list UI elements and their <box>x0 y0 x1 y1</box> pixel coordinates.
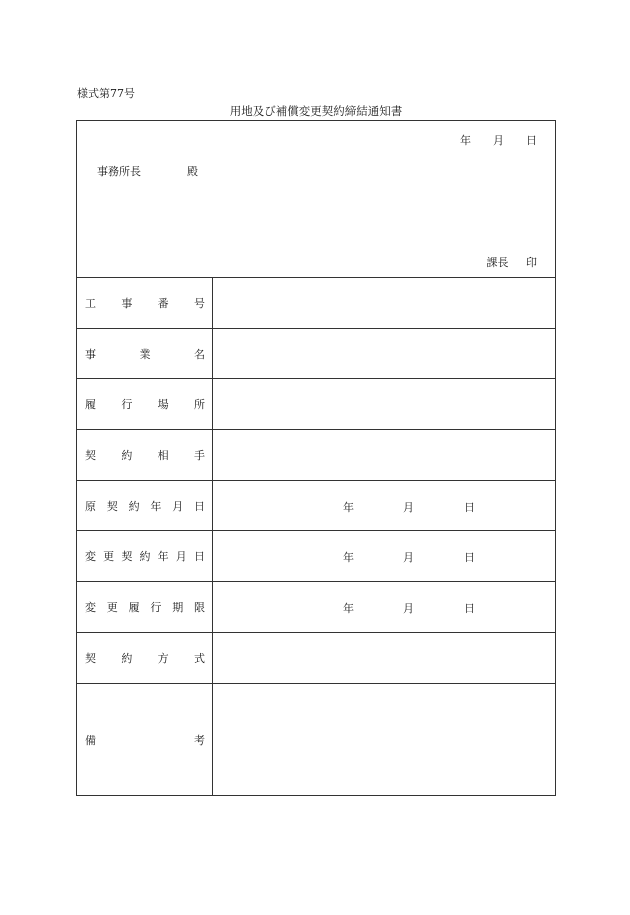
field-label-char: 契 <box>106 499 118 513</box>
seal-mark: 印 <box>526 256 537 269</box>
field-label-char: 日 <box>193 499 205 513</box>
field-value-amended-performance-deadline[interactable] <box>213 582 555 632</box>
addressee: 事務所長 <box>97 165 141 178</box>
field-label <box>77 430 213 480</box>
field-label-char: 備 <box>85 733 96 747</box>
field-label-char: 更 <box>106 600 118 614</box>
issue-date <box>460 132 537 148</box>
field-label-char: 月 <box>175 550 187 564</box>
sender-line <box>487 254 538 270</box>
field-label-char: 号 <box>193 296 205 310</box>
field-rows <box>77 278 555 796</box>
issue-date-year: 年 <box>460 134 471 147</box>
field-label-char: 限 <box>193 600 205 614</box>
field-label-char: 契 <box>85 651 96 665</box>
date-unit-year: 年 <box>343 601 354 615</box>
field-label <box>77 379 213 429</box>
field-label <box>77 329 213 379</box>
field-row-construction-number <box>77 278 555 329</box>
field-label-char: 原 <box>85 499 96 513</box>
field-label-char: 相 <box>157 448 169 462</box>
date-unit-month: 月 <box>403 551 414 565</box>
form-title: 用地及び補償変更契約締結通知書 <box>229 104 403 118</box>
field-value-original-contract-date[interactable] <box>213 481 555 531</box>
field-label <box>77 531 213 581</box>
field-row-amended-performance-deadline <box>77 582 555 633</box>
field-row-remarks <box>77 684 555 796</box>
field-label-char: 契 <box>121 550 133 564</box>
field-value-performance-location[interactable] <box>213 379 555 429</box>
date-unit-year: 年 <box>343 551 354 565</box>
date-unit-day: 日 <box>464 601 475 615</box>
field-label-char: 変 <box>85 600 96 614</box>
field-label <box>77 582 213 632</box>
field-label-char: 期 <box>172 600 184 614</box>
field-value-contract-method[interactable] <box>213 633 555 683</box>
field-row-contract-party <box>77 430 555 481</box>
form-number: 様式第77号 <box>77 87 135 100</box>
issue-date-day: 日 <box>526 134 537 147</box>
field-label-char: 事 <box>85 347 96 361</box>
field-label-char: 約 <box>121 448 133 462</box>
field-label-char: 場 <box>157 398 169 412</box>
field-label-char: 名 <box>194 347 205 361</box>
date-unit-month: 月 <box>403 500 414 514</box>
field-label <box>77 278 213 328</box>
field-label-char: 履 <box>128 600 140 614</box>
field-value-amended-contract-date[interactable] <box>213 531 555 581</box>
field-label-char: 方 <box>157 651 169 665</box>
field-label <box>77 633 213 683</box>
field-label-char: 考 <box>194 733 205 747</box>
field-value-construction-number[interactable] <box>213 278 555 328</box>
field-label-char: 契 <box>85 448 96 462</box>
field-label-char: 約 <box>139 550 151 564</box>
date-unit-month: 月 <box>403 601 414 615</box>
field-label-char: 更 <box>103 550 115 564</box>
date-unit-day: 日 <box>464 551 475 565</box>
field-label-char: 年 <box>157 550 169 564</box>
field-value-remarks[interactable] <box>213 684 555 796</box>
field-row-amended-contract-date <box>77 531 555 582</box>
field-label-char: 行 <box>121 398 133 412</box>
field-label <box>77 684 213 796</box>
field-value-project-name[interactable] <box>213 329 555 379</box>
field-label-char: 約 <box>128 499 140 513</box>
addressee-line <box>97 163 198 179</box>
date-unit-day: 日 <box>464 500 475 514</box>
field-label-char: 番 <box>157 296 169 310</box>
field-label-char: 手 <box>193 448 205 462</box>
field-label-char: 所 <box>193 398 205 412</box>
field-label-char: 行 <box>150 600 162 614</box>
field-label-char: 年 <box>150 499 162 513</box>
field-row-original-contract-date <box>77 481 555 532</box>
field-label-char: 履 <box>85 398 96 412</box>
field-label-char: 事 <box>121 296 133 310</box>
field-label-char: 日 <box>193 550 205 564</box>
field-value-contract-party[interactable] <box>213 430 555 480</box>
field-label-char: 月 <box>172 499 184 513</box>
sender: 課長 <box>486 256 509 269</box>
form-sheet <box>76 120 556 796</box>
issue-date-month: 月 <box>493 134 504 147</box>
honorific: 殿 <box>187 165 198 178</box>
field-label-char: 約 <box>121 651 133 665</box>
field-row-performance-location <box>77 379 555 430</box>
date-unit-year: 年 <box>343 500 354 514</box>
field-label-char: 変 <box>85 550 96 564</box>
field-label <box>77 481 213 531</box>
field-label-char: 工 <box>85 296 96 310</box>
field-row-project-name <box>77 329 555 380</box>
field-row-contract-method <box>77 633 555 684</box>
field-label-char: 式 <box>193 651 205 665</box>
field-label-char: 業 <box>139 347 151 361</box>
header-block <box>77 121 555 278</box>
